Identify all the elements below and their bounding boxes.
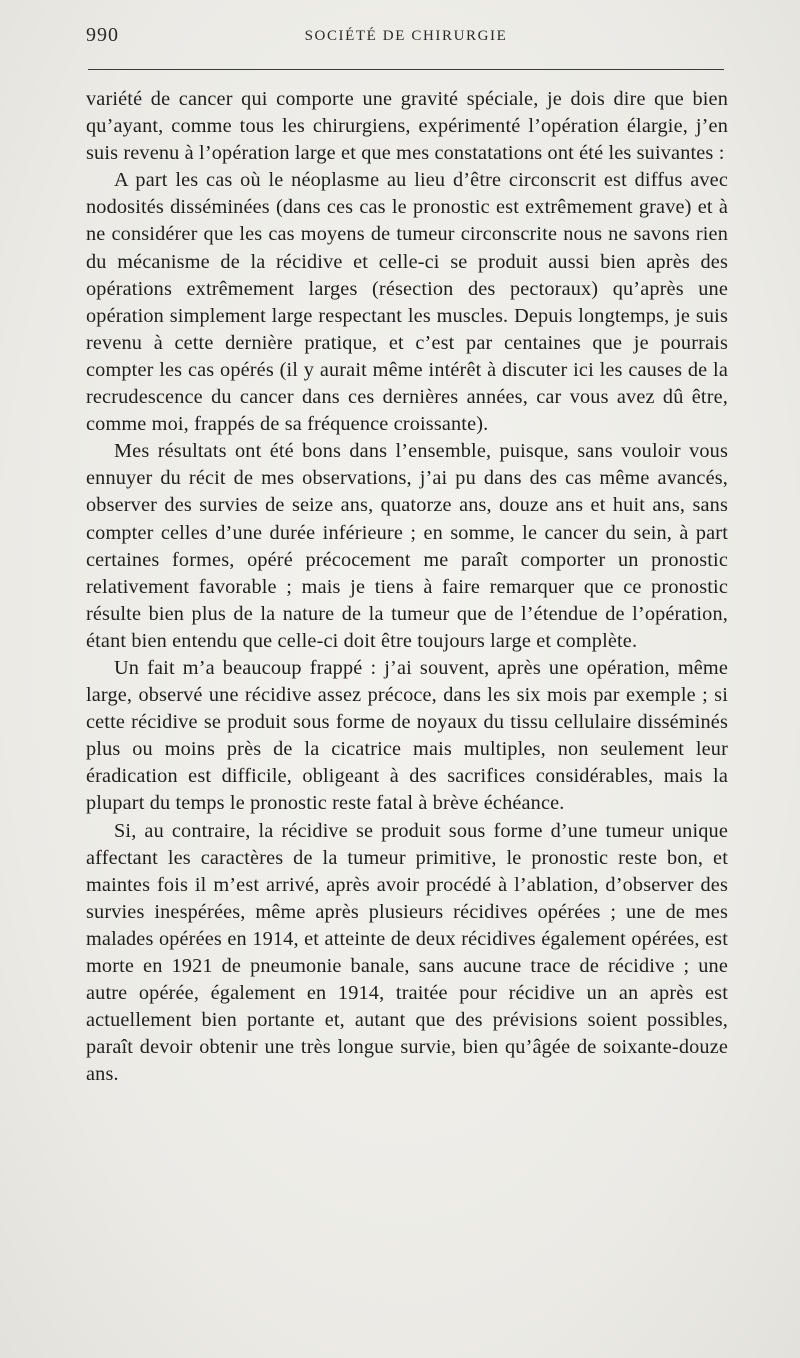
header-rule bbox=[88, 69, 724, 70]
paragraph-4: Un fait m’a beaucoup frappé : j’ai souvent, après une opération, même large, observé une récidive assez précoce, dans les six mois par exemple ; si cette récidive se produit sous forme de noyaux du tissu cellulaire disséminés plus ou moins près de la cicatrice mais multiples, non seulement leur éradication est difficile, obligeant à des sacrifices considérables, mais la plupart du temps le pronostic reste fatal à brève échéance. bbox=[86, 656, 728, 815]
page-header bbox=[86, 22, 726, 52]
paragraph-2: A part les cas où le néoplasme au lieu d’être circonscrit est diffus avec nodosités disséminées (dans ces cas le pronostic est extrêmement grave) et à ne considérer que les cas moyens de tumeur circonscrite nous ne savons rien du mécanisme de la récidive et celle-ci se produit aussi bien après des opérations extrêmement larges (résection des pectoraux) qu’après une opération simplement large respectant les muscles. Depuis longtemps, je suis revenu à cette dernière pratique, et c’est par centaines que je pourrais compter les cas opérés (il y aurait même intérêt à discuter ici les causes de la recrudescence du cancer dans ces dernières années, car vous avez dû être, comme moi, frappés de sa fréquence croissante). bbox=[86, 169, 728, 436]
paragraph-3: Mes résultats ont été bons dans l’ensemble, puisque, sans vouloir vous ennuyer du récit de mes observations, j’ai pu dans des cas même avancés, observer des survies de seize ans, quatorze ans, douze ans et huit ans, sans compter celles d’une durée inférieure ; en somme, le cancer du sein, à part certaines formes, opéré précocement me paraît comporter un pronostic relativement favorable ; mais je tiens à faire remarquer que ce pronostic résulte bien plus de la nature de la tumeur que de l’étendue de l’opération, étant bien entendu que celle-ci doit être toujours large et complète. bbox=[86, 440, 728, 652]
running-title: SOCIÉTÉ DE CHIRURGIE bbox=[304, 28, 508, 44]
paragraph-1: variété de cancer qui comporte une gravité spéciale, je dois dire que bien qu’ayant, comme tous les chirurgiens, expérimenté l’opération élargie, j’en suis revenu à l’opération large et que mes constatations ont été les suivantes : bbox=[86, 88, 728, 165]
body-text bbox=[86, 86, 728, 1088]
paragraph-5: Si, au contraire, la récidive se produit sous forme d’une tumeur unique affectant les caractères de la tumeur primitive, le pronostic reste bon, et maintes fois il m’est arrivé, après avoir procédé à l’ablation, d’observer des survies inespérées, même après plusieurs récidives opérées ; une de mes malades opérées en 1914, et atteinte de deux récidives également opérées, est morte en 1921 de pneumonie banale, sans aucune trace de récidive ; une autre opérée, également en 1914, traitée pour récidive un an après est actuellement bien portante et, autant que des prévisions soient possibles, paraît devoir obtenir une très longue survie, bien qu’âgée de soixante-douze ans. bbox=[86, 819, 728, 1086]
page-number: 990 bbox=[86, 24, 119, 46]
